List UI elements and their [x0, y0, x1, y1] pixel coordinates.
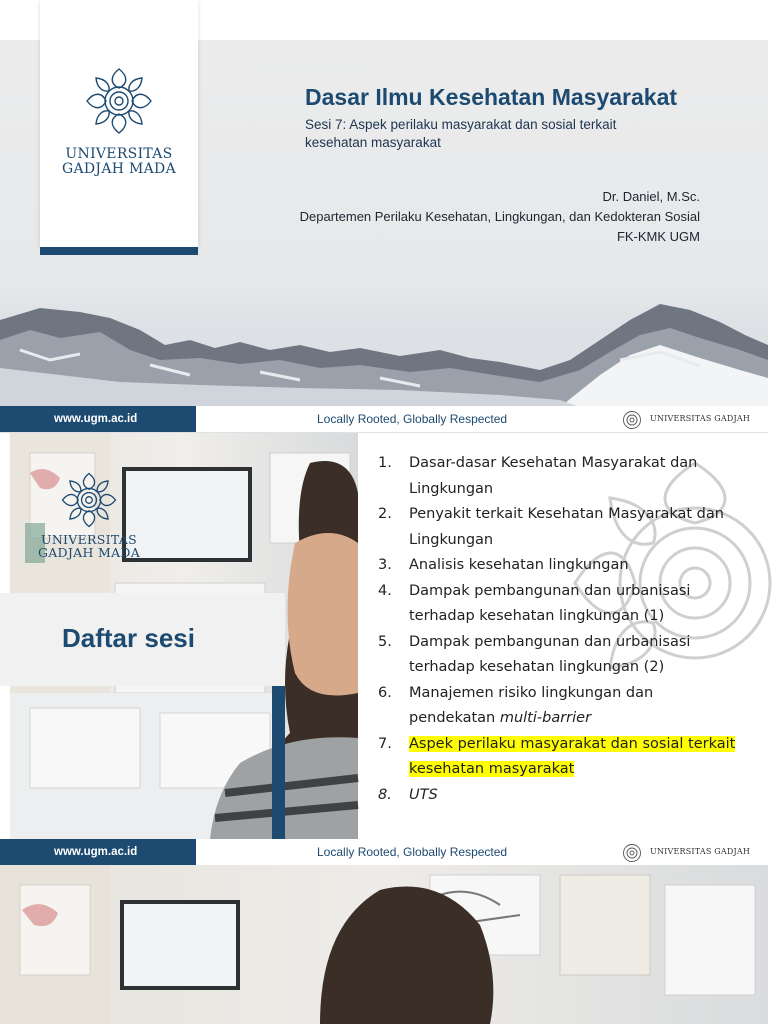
faculty-name: FK-KMK UGM [616, 229, 700, 244]
session-number: 5. [378, 633, 392, 650]
session-text-cont: pendekatan [409, 710, 500, 726]
session-text-cont: Lingkungan [409, 480, 494, 497]
agenda-slide [0, 433, 768, 865]
university-line1-agenda: UNIVERSITAS [40, 532, 138, 547]
session-list [378, 451, 758, 808]
session-item [378, 681, 758, 732]
logo-card-accent [40, 247, 198, 255]
footer-url[interactable]: www.ugm.ac.id [0, 406, 196, 432]
agenda-accent-bar [272, 686, 285, 839]
session-item [378, 579, 758, 630]
agenda-heading: Daftar sesi [62, 623, 195, 653]
author-block [300, 187, 700, 247]
footer-url[interactable]: www.ugm.ac.id [0, 839, 196, 865]
session-item [378, 502, 758, 553]
session-text-cont: terhadap kesehatan lingkungan (1) [409, 608, 665, 624]
session-number: 7. [378, 735, 392, 752]
office-photo-next [0, 865, 768, 1024]
session-number: 8. [378, 786, 392, 803]
mountain-image [0, 290, 768, 407]
title-slide [0, 0, 768, 433]
session-number: 3. [378, 557, 392, 573]
session-text: UTS [409, 786, 438, 803]
logo-card [40, 0, 198, 247]
session-item-current [378, 732, 758, 783]
session-number: 1. [378, 455, 392, 471]
session-number: 2. [378, 506, 392, 522]
session-text: Penyakit terkait Kesehatan Masyarakat dan [409, 506, 724, 522]
session-item [378, 783, 758, 809]
department-name: Departemen Perilaku Kesehatan, Lingkungan, dan Kedokteran Sosial [299, 209, 700, 224]
agenda-heading-card [0, 593, 285, 686]
session-item [378, 451, 758, 502]
university-line1: UNIVERSITAS [65, 146, 173, 162]
session-text: Dampak pembangunan dan urbanisasi [409, 633, 691, 650]
ugm-mini-seal-icon [622, 410, 642, 430]
session-number: 6. [378, 684, 392, 701]
slide-subtitle [305, 116, 705, 152]
university-line2-agenda: GADJAH MADA [37, 545, 141, 560]
subtitle-line1: Sesi 7: Aspek perilaku masyarakat dan sosial terkait [305, 117, 617, 132]
slide-footer [0, 406, 768, 432]
ugm-mini-seal-icon [622, 843, 642, 863]
footer-tagline: Locally Rooted, Globally Respected [317, 412, 508, 426]
slide-title: Dasar Ilmu Kesehatan Masyarakat [305, 84, 678, 110]
subtitle-line2: kesehatan masyarakat [305, 135, 441, 150]
university-name-agenda [10, 533, 168, 559]
footer-logo-text: UNIVERSITAS GADJAH [650, 847, 751, 856]
ugm-seal-icon-agenda [60, 471, 118, 529]
session-text-highlight: Aspek perilaku masyarakat dan sosial terkait [409, 735, 736, 752]
session-item [378, 553, 758, 579]
session-item [378, 630, 758, 681]
university-name [40, 147, 198, 177]
session-text: Dasar-dasar Kesehatan Masyarakat dan [409, 455, 698, 471]
next-slide-partial [0, 865, 768, 1024]
ugm-seal-icon [84, 66, 154, 136]
session-text: Analisis kesehatan lingkungan [409, 557, 629, 573]
session-text-cont: terhadap kesehatan lingkungan (2) [409, 659, 665, 675]
slide-footer [0, 839, 768, 865]
author-name: Dr. Daniel, M.Sc. [602, 189, 700, 204]
session-number: 4. [378, 582, 392, 599]
session-text-italic: multi-barrier [499, 710, 592, 726]
footer-tagline: Locally Rooted, Globally Respected [317, 845, 508, 859]
footer-logo-text: UNIVERSITAS GADJAH [650, 414, 751, 423]
session-text-highlight-cont: kesehatan masyarakat [409, 761, 575, 777]
university-line2: GADJAH MADA [62, 161, 176, 177]
session-text: Manajemen risiko lingkungan dan [409, 684, 654, 701]
session-text-cont: Lingkungan [409, 531, 494, 548]
session-text: Dampak pembangunan dan urbanisasi [409, 582, 691, 599]
